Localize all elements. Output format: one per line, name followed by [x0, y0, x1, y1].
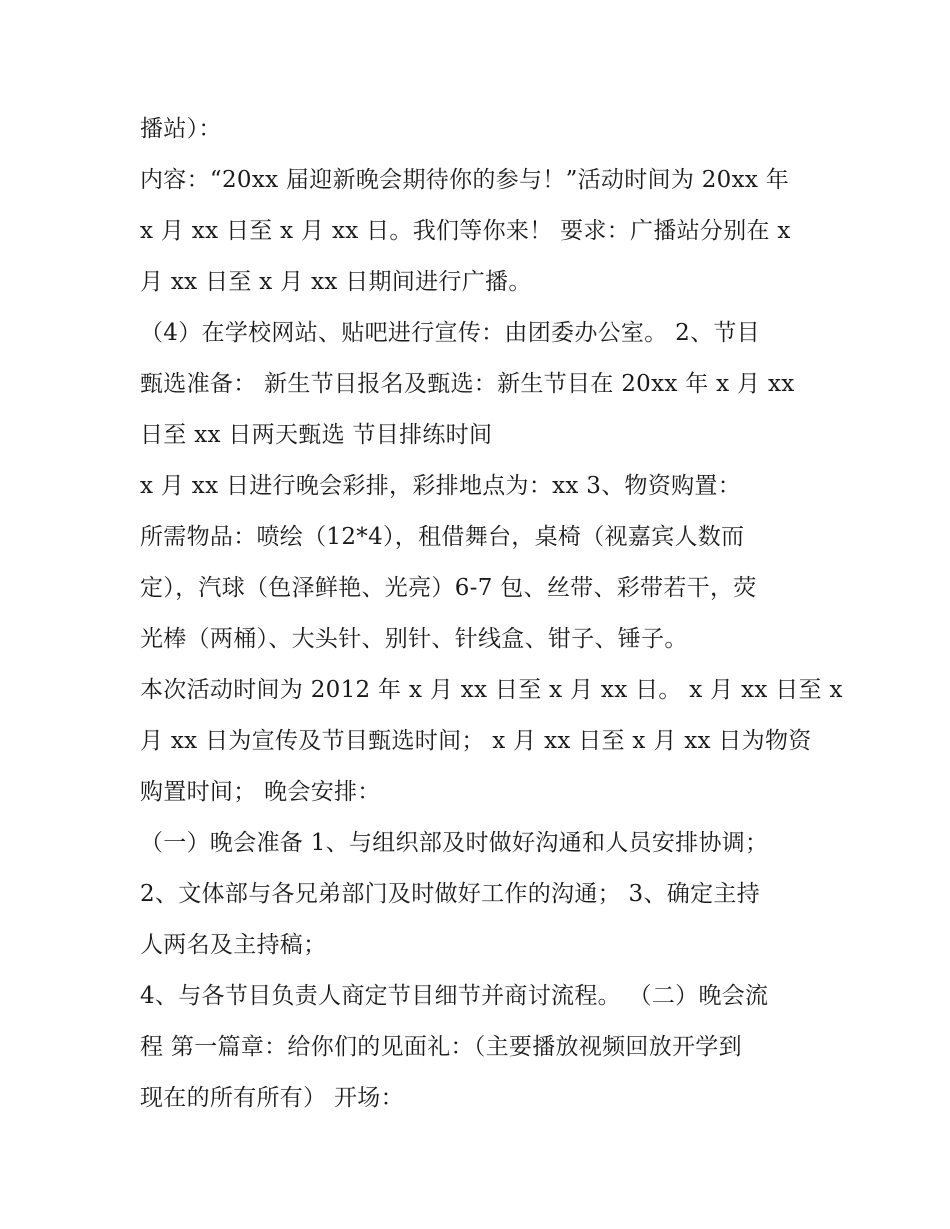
text-line: x 月 xx 日至 x 月 xx 日。我们等你来！ 要求：广播站分别在 x	[140, 218, 791, 244]
text-line: 人两名及主持稿；	[140, 932, 327, 958]
text-line: 甄选准备： 新生节目报名及甄选：新生节目在 20xx 年 x 月 xx	[140, 371, 795, 397]
text-line: x 月 xx 日进行晚会彩排，彩排地点为：xx 3、物资购置：	[140, 473, 742, 499]
text-line: 光棒（两桶）、大头针、别针、针线盒、钳子、锤子。	[140, 626, 688, 652]
text-line: 购置时间； 晚会安排：	[140, 779, 381, 805]
text-line: 内容：“20xx 届迎新晚会期待你的参与！”活动时间为 20xx 年	[140, 167, 790, 193]
text-line: （4）在学校网站、贴吧进行宣传：由团委办公室。 2、节目	[140, 320, 760, 346]
text-line: 本次活动时间为 2012 年 x 月 xx 日至 x 月 xx 日。 x 月 xx 日至 x	[140, 677, 843, 703]
text-line: 所需物品：喷绘（12*4），租借舞台，桌椅（视嘉宾人数而	[140, 524, 745, 550]
text-line: 月 xx 日至 x 月 xx 日期间进行广播。	[140, 269, 532, 295]
text-line: 程 第一篇章：给你们的见面礼：（主要播放视频回放开学到	[140, 1034, 742, 1060]
text-line: 4、与各节目负责人商定节目细节并商讨流程。 （二）晚会流	[140, 983, 769, 1009]
text-line: 现在的所有所有） 开场：	[140, 1085, 404, 1111]
text-line: 日至 xx 日两天甄选 节目排练时间	[140, 422, 493, 448]
document-body	[140, 104, 843, 1124]
text-line: （一）晚会准备 1、与组织部及时做好沟通和人员安排协调；	[140, 830, 769, 856]
text-line: 定），汽球（色泽鲜艳、光亮）6-7 包、丝带、彩带若干，荧	[140, 575, 757, 601]
text-line: 播站）：	[140, 116, 222, 142]
text-line: 2、文体部与各兄弟部门及时做好工作的沟通； 3、确定主持	[140, 881, 760, 907]
text-line: 月 xx 日为宣传及节目甄选时间； x 月 xx 日至 x 月 xx 日为物资	[140, 728, 812, 754]
